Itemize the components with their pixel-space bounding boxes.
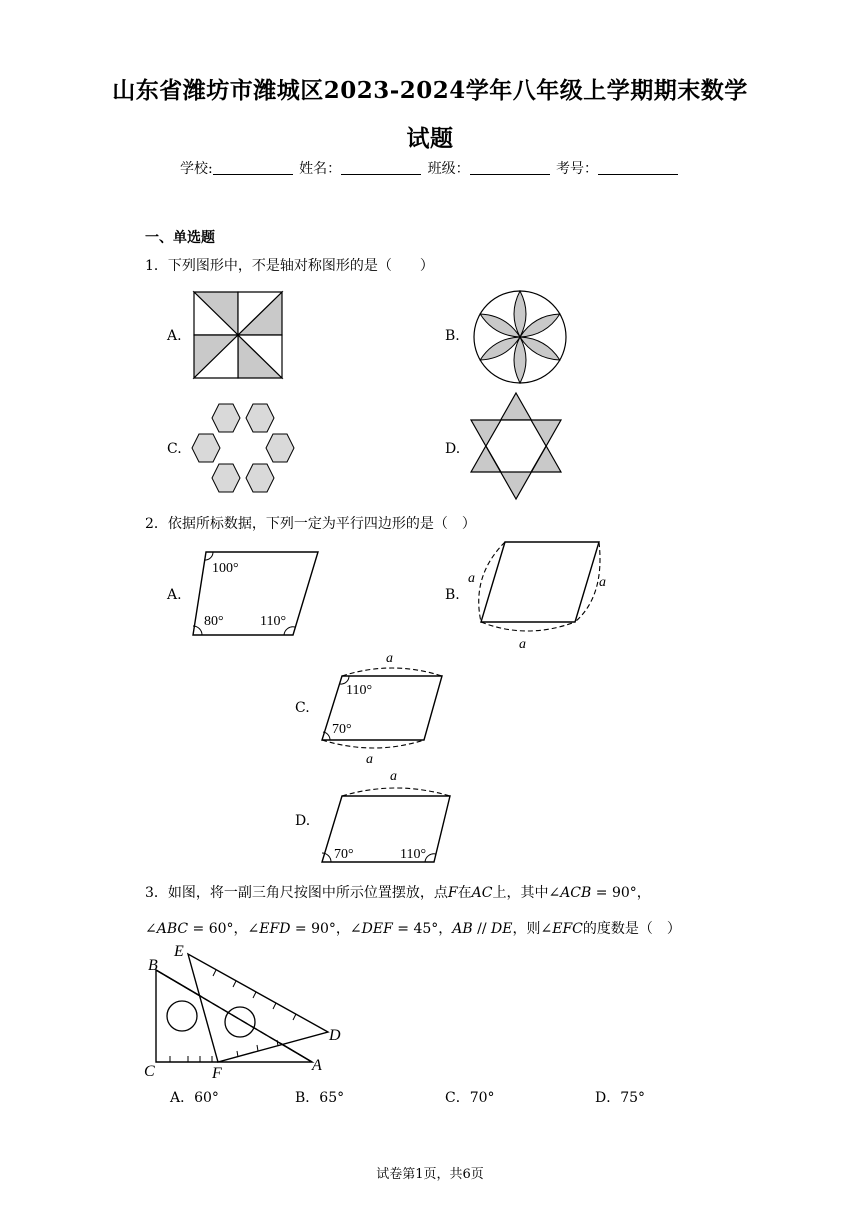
school-blank xyxy=(213,160,293,175)
q2b-side-a-right: a xyxy=(599,575,606,590)
q2-option-d-label: D. xyxy=(295,813,311,829)
student-info-line xyxy=(0,158,860,178)
q1-option-c-label: C. xyxy=(167,441,182,457)
q1-figure-c-hexagons xyxy=(190,400,300,498)
q1-option-b-label: B. xyxy=(445,328,460,344)
q2b-side-a-bottom: a xyxy=(519,637,526,652)
q2c-side-a-top: a xyxy=(386,651,393,666)
q1-figure-b-flower xyxy=(470,288,570,386)
q3-answer-d: D．75° xyxy=(595,1090,646,1106)
point-b-label: B xyxy=(148,957,158,974)
section-header: 一、单选题 xyxy=(145,230,215,246)
q2-figure-b xyxy=(465,536,615,652)
q2-figure-c xyxy=(316,650,450,766)
page-footer: 试卷第1页，共6页 xyxy=(376,1167,484,1182)
point-e-label: E xyxy=(174,943,184,960)
q3-stem-line1: 3．如图，将一副三角尺按图中所示位置摆放，点F在AC上，其中∠ACB = 90°， xyxy=(145,885,651,901)
q2-option-b-label: B. xyxy=(445,587,460,603)
q2c-angle-70: 70° xyxy=(332,722,352,737)
paper-title-line1: 山东省潍坊市潍城区2023-2024学年八年级上学期期末数学 xyxy=(112,77,748,104)
q2-option-a-label: A. xyxy=(167,587,182,603)
school-label: 学校: xyxy=(179,161,213,177)
point-c-label: C xyxy=(144,1063,155,1080)
q1-stem: 1．下列图形中，不是轴对称图形的是（ ） xyxy=(145,258,434,274)
name-label: 姓名： xyxy=(299,161,342,177)
q1-figure-d-star xyxy=(468,390,564,502)
class-label: 班级： xyxy=(427,161,470,177)
q2c-side-a-bottom: a xyxy=(366,752,373,766)
q3-stem-line2: ∠ABC = 60°，∠EFD = 90°，∠DEF = 45°，AB // DE，则∠EFC的度数是（ ） xyxy=(145,921,681,937)
q2b-side-a-left: a xyxy=(468,571,475,586)
q3-answer-c: C．70° xyxy=(445,1090,495,1106)
exam-no-label: 考号： xyxy=(556,161,599,177)
q2a-angle-110: 110° xyxy=(260,614,287,629)
q3-figure-triangle-rulers xyxy=(140,940,350,1080)
q2a-angle-80: 80° xyxy=(204,614,224,629)
q2d-angle-70: 70° xyxy=(334,847,354,862)
class-blank xyxy=(470,160,550,175)
q2a-angle-100: 100° xyxy=(212,561,239,576)
q1-option-d-label: D. xyxy=(445,441,461,457)
point-a-label: A xyxy=(312,1057,322,1074)
q3-answer-b: B．65° xyxy=(295,1090,345,1106)
point-d-label: D xyxy=(329,1027,341,1044)
q2-figure-d xyxy=(316,768,456,866)
q2-figure-a xyxy=(188,546,324,640)
q3-answer-a: A．60° xyxy=(170,1090,219,1106)
q1-option-a-label: A. xyxy=(167,328,182,344)
q2-stem: 2．依据所标数据，下列一定为平行四边形的是（ ） xyxy=(145,516,476,532)
q1-figure-a-pinwheel xyxy=(190,288,286,382)
q2d-angle-110: 110° xyxy=(400,847,427,862)
paper-title-line2: 试题 xyxy=(406,125,454,152)
name-blank xyxy=(341,160,421,175)
point-f-label: F xyxy=(212,1065,222,1080)
q2c-angle-110: 110° xyxy=(346,683,373,698)
q2d-side-a-top: a xyxy=(390,769,397,784)
q2-option-c-label: C. xyxy=(295,700,310,716)
exam-no-blank xyxy=(598,160,678,175)
